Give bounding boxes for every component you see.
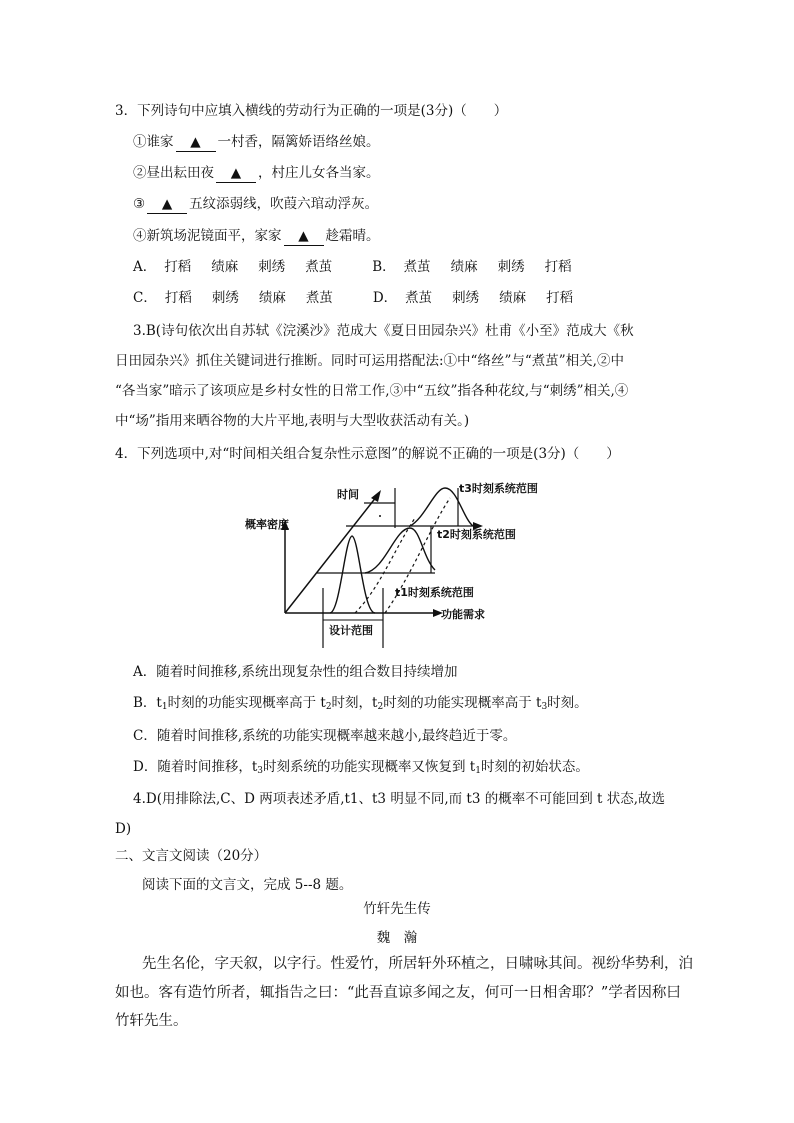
dot-mark [379, 515, 381, 517]
option-letter: C． [133, 290, 157, 306]
time-axis-arrow [371, 490, 381, 502]
essay-paragraph-line: 竹轩先生。 [115, 1013, 188, 1029]
section-heading: 二、文言文阅读（20分） [115, 848, 268, 864]
blank-mark: ▲ [147, 196, 187, 214]
q4-option-a: A．随着时间推移,系统出现复杂性的组合数目持续增加 [133, 664, 458, 680]
time-complexity-diagram [245, 478, 545, 658]
q4-stem: 4．下列选项中,对“时间相关组合复杂性示意图”的解说不正确的一项是(3分)（ ） [115, 446, 620, 462]
q3-options-row-1: A． 打稻 绩麻 刺绣 煮茧 B． 煮茧 绩麻 刺绣 打稻 [133, 259, 572, 275]
essay-title: 竹轩先生传 [363, 901, 431, 917]
option-letter: D． [372, 290, 398, 306]
t2-curve [365, 528, 435, 573]
label-t2: t2时刻系统范围 [437, 528, 516, 541]
label-density: 概率密度 [245, 518, 289, 531]
label-func: 功能需求 [441, 608, 485, 621]
essay-author: 魏 瀚 [376, 930, 418, 946]
q3-line-3: ③ ▲ 五纹添弱线，吹葭六琯动浮灰。 [133, 196, 379, 212]
q3-line-4: ④新筑场泥镜面平，家家 ▲ 趁霜晴。 [133, 228, 380, 244]
label-t1: t1时刻系统范围 [395, 586, 474, 599]
blank-mark: ▲ [176, 134, 216, 152]
time-axis [285, 496, 377, 613]
section-instruction: 阅读下面的文言文，完成 5--8 题。 [142, 877, 353, 893]
q3-answer-line: 3.B(诗句依次出自苏轼《浣溪沙》范成大《夏日田园杂兴》杜甫《小至》范成大《秋 [133, 323, 634, 339]
blank-mark: ▲ [216, 165, 256, 183]
label-time: 时间 [337, 488, 359, 501]
essay-paragraph-line: 先生名伦，字天叙，以字行。性爱竹，所居轩外环植之，日啸咏其间。视纷华势利，泊 [142, 956, 693, 972]
q3-line-1: ①谁家 ▲ 一村香，隔篱娇语络丝娘。 [133, 134, 380, 150]
label-design: 设计范围 [329, 624, 373, 637]
q4-option-d: D．随着时间推移，$t_3$时刻系统的功能实现概率又恢复到 $t_1$时刻的初始状态。 [133, 759, 589, 776]
q3-answer-line: 日田园杂兴》抓住关键词进行推断。同时可运用搭配法:①中“络丝”与“煮茧”相关,②中 [115, 353, 624, 369]
option-letter: B． [372, 259, 396, 275]
label-t3: t3时刻系统范围 [459, 482, 538, 495]
option-letter: A． [133, 259, 157, 275]
blank-mark: ▲ [284, 228, 324, 246]
q4-answer-line: 4.D(用排除法,C、D 两项表述矛盾,t1、t3 明显不同,而 t3 的概率不可能回到 t 状态,故选 [133, 791, 666, 807]
q3-answer-line: “各当家”暗示了该项应是乡村女性的日常工作,③中“五纹”指各种花纹,与“刺绣”相关,④ [115, 383, 629, 399]
essay-paragraph-line: 如也。客有造竹所者，辄指告之曰：“此吾直谅多闻之友，何可一日相舍耶？”学者因称曰 [115, 985, 681, 1001]
q3-stem: 3．下列诗句中应填入横线的劳动行为正确的一项是(3分)（ ） [115, 103, 508, 119]
q3-answer-line: 中“场”指用来晒谷物的大片平地,表明与大型收获活动有关。) [115, 413, 470, 429]
q4-answer-line: D) [115, 821, 132, 837]
q3-line-2: ②昼出耘田夜 ▲ ，村庄儿女各当家。 [133, 165, 380, 181]
q3-options-row-2: C． 打稻 刺绣 绩麻 煮茧 D． 煮茧 刺绣 绩麻 打稻 [133, 290, 574, 306]
q4-option-b: B．$t_1$时刻的功能实现概率高于 $t_2$时刻，$t_2$时刻的功能实现概率高于 $t_3$时刻。 [133, 695, 588, 712]
q4-option-c: C．随着时间推移,系统的功能实现概率越来越小,最终趋近于零。 [133, 728, 517, 744]
